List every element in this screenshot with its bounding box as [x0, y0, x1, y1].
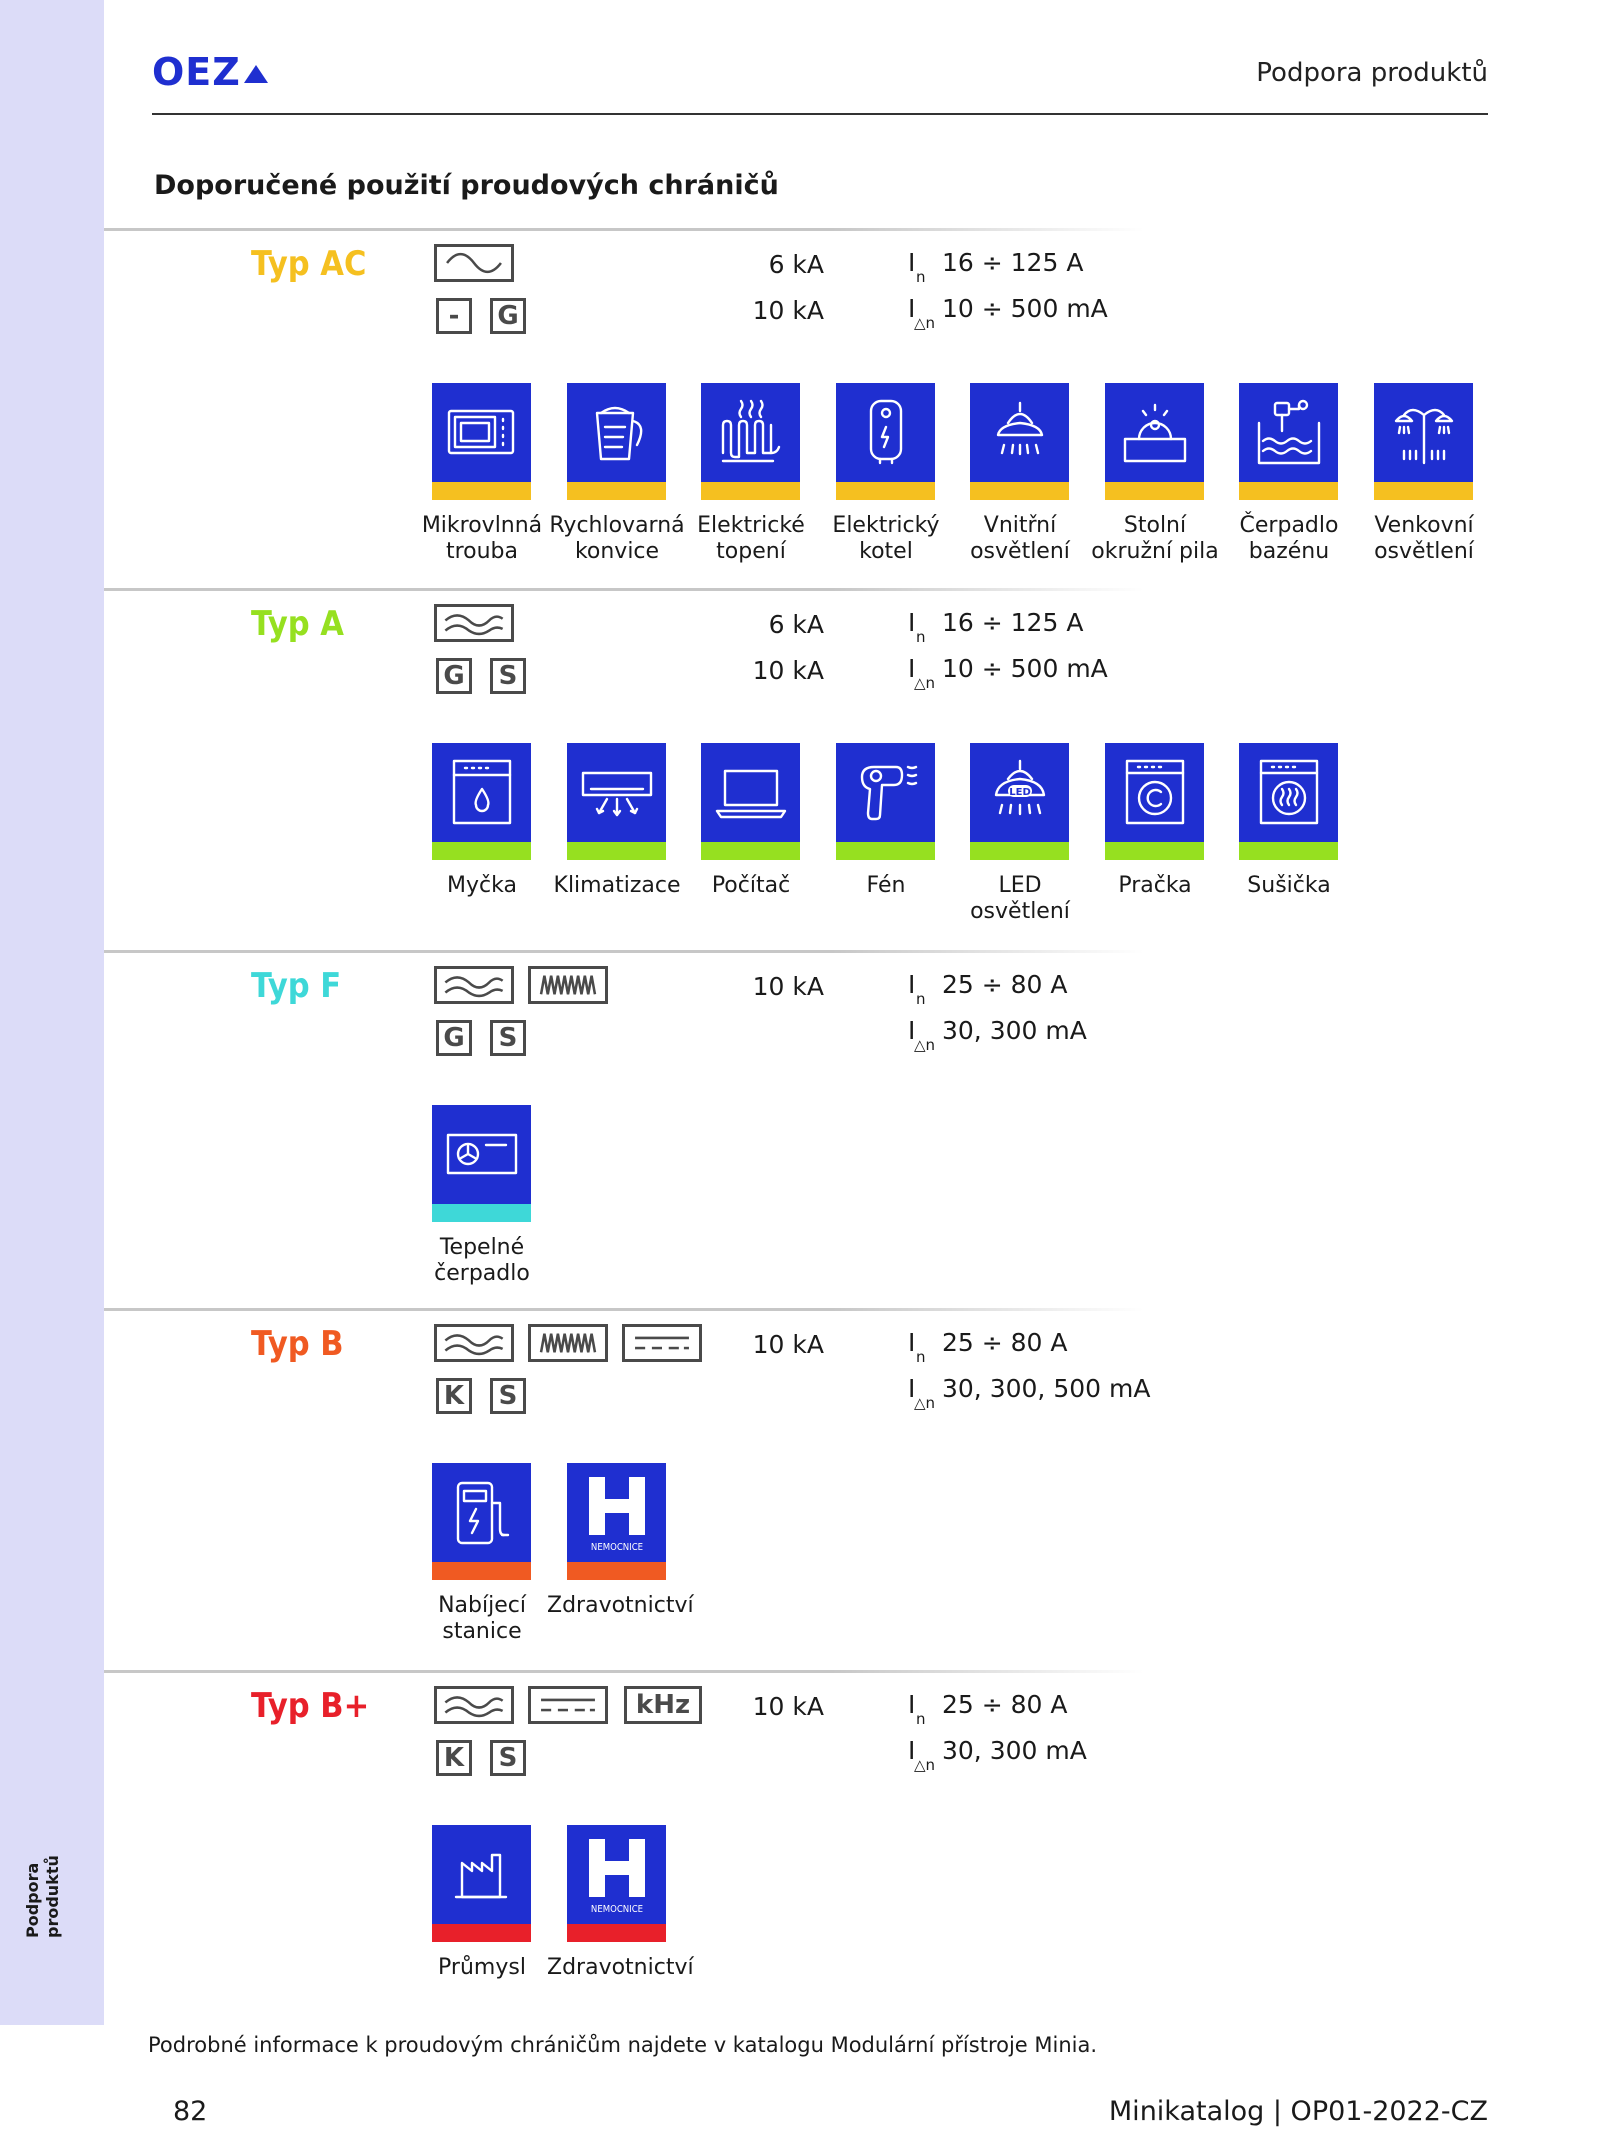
letter-badge: G [490, 298, 526, 334]
circular-saw-icon [1105, 383, 1204, 500]
appliance-label-line2: trouba [445, 539, 519, 564]
letter-badge: S [490, 1020, 526, 1056]
type-color-stripe [567, 1562, 666, 1580]
appliance-label-line1: Průmysl [438, 1955, 526, 1980]
letter-badge: G [436, 658, 472, 694]
section-typ-b [104, 1308, 1151, 1668]
residual-current-symbol: I [908, 294, 916, 323]
rated-current-value: 25 ÷ 80 A [942, 1690, 1068, 1719]
type-color-stripe [567, 482, 666, 500]
multi-frequency-icon [528, 966, 608, 1004]
khz-label: kHz [635, 1690, 691, 1720]
breaking-capacity: 6 kA [768, 250, 824, 279]
appliance-caption [1219, 873, 1359, 899]
rated-current-value: 16 ÷ 125 A [942, 608, 1084, 637]
logo-triangle-icon [244, 65, 268, 83]
page-title: Doporučené použití proudových chráničů [154, 170, 779, 201]
type-color-stripe [432, 1562, 531, 1580]
outdoor-light-icon [1374, 383, 1473, 500]
rated-current-subscript: n [916, 268, 926, 286]
appliance-label-line1: Rychlovarná [549, 513, 685, 538]
letter-badge: S [490, 1378, 526, 1414]
type-label: Typ A [251, 604, 344, 644]
appliance-label-line2: konvice [574, 539, 660, 564]
pool-pump-icon [1239, 383, 1338, 500]
appliance-label-line1: Tepelné [439, 1235, 525, 1260]
breaking-capacity: 6 kA [768, 610, 824, 639]
header-section-title: Podpora produktů [1256, 58, 1488, 88]
section-divider [104, 1308, 1144, 1311]
hospital-icon [567, 1825, 666, 1942]
appliance-caption [816, 513, 956, 565]
appliance-caption [547, 1955, 694, 1981]
type-color-stripe [567, 1924, 666, 1942]
residual-current-value: 10 ÷ 500 mA [942, 654, 1108, 683]
appliance-caption [412, 1235, 552, 1287]
residual-current-value: 10 ÷ 500 mA [942, 294, 1108, 323]
type-color-stripe [1239, 842, 1338, 860]
appliance-label-line1: Nabíjecí [438, 1593, 526, 1618]
appliance-caption [1354, 513, 1494, 565]
appliance-caption [547, 1593, 694, 1619]
khz-icon [624, 1686, 702, 1724]
type-label: Typ B [251, 1324, 344, 1364]
appliance-caption [412, 1593, 552, 1645]
heat-pump-icon [432, 1105, 531, 1222]
svg-text:LED: LED [1009, 787, 1031, 798]
type-color-stripe [970, 842, 1069, 860]
appliance-caption [950, 513, 1090, 565]
rated-current-value: 25 ÷ 80 A [942, 970, 1068, 999]
appliance-label-line1: Venkovní [1374, 513, 1474, 538]
pulsating-dc-icon [434, 1324, 514, 1362]
letter-badge: S [490, 658, 526, 694]
letter-badge: K [436, 1378, 472, 1414]
catalog-reference: Minikatalog | OP01-2022-CZ [1108, 2096, 1488, 2127]
residual-current-symbol: I [908, 1374, 916, 1403]
smooth-dc-icon [528, 1686, 608, 1724]
ev-charger-icon [432, 1463, 531, 1580]
ac-sine-icon [434, 244, 514, 282]
appliance-label-line1: Elektrický [832, 513, 940, 538]
appliance-caption [547, 513, 687, 565]
residual-current-subscript: △n [914, 1756, 936, 1774]
appliance-label-line2: okružní pila [1091, 539, 1219, 564]
appliance-label-line2: stanice [442, 1619, 522, 1644]
rated-current-subscript: n [916, 990, 926, 1008]
laptop-icon [701, 743, 800, 860]
type-label: Typ AC [251, 244, 367, 284]
breaking-capacity: 10 kA [752, 1330, 824, 1359]
type-color-stripe [970, 482, 1069, 500]
appliance-label-line2: čerpadlo [434, 1261, 530, 1286]
appliance-caption [412, 513, 552, 565]
appliance-caption [681, 513, 821, 565]
appliance-label-line1: Zdravotnictví [547, 1593, 694, 1618]
type-color-stripe [432, 1204, 531, 1222]
appliance-caption [1085, 873, 1225, 899]
indoor-light-icon [970, 383, 1069, 500]
type-color-stripe [1374, 482, 1473, 500]
residual-current-symbol: I [908, 1736, 916, 1765]
appliance-label-line1: Pračka [1118, 873, 1192, 898]
rated-current-value: 25 ÷ 80 A [942, 1328, 1068, 1357]
residual-current-subscript: △n [914, 1394, 936, 1412]
type-color-stripe [432, 1924, 531, 1942]
factory-icon [432, 1825, 531, 1942]
breaking-capacity: 10 kA [752, 972, 824, 1001]
type-color-stripe [701, 482, 800, 500]
breaking-capacity: 10 kA [752, 296, 824, 325]
appliance-caption [1085, 513, 1225, 565]
rated-current-symbol: I [908, 248, 916, 277]
logo-text: OEZ [152, 50, 241, 94]
microwave-icon [432, 383, 531, 500]
breaking-capacity: 10 kA [752, 1692, 824, 1721]
appliance-caption [1219, 513, 1359, 565]
residual-current-value: 30, 300 mA [942, 1016, 1087, 1045]
washing-machine-icon [1105, 743, 1204, 860]
header-divider [152, 113, 1488, 115]
rated-current-subscript: n [916, 1348, 926, 1366]
rated-current-subscript: n [916, 628, 926, 646]
letter-badge: - [436, 298, 472, 334]
appliance-caption [412, 1955, 552, 1981]
residual-current-symbol: I [908, 1016, 916, 1045]
rated-current-subscript: n [916, 1710, 926, 1728]
section-typ-ac [104, 228, 1474, 588]
section-typ-f [104, 950, 1144, 1310]
type-color-stripe [1105, 842, 1204, 860]
appliance-label-line1: Mikrovlnná [421, 513, 543, 538]
appliance-label-line2: kotel [859, 539, 913, 564]
appliance-label-line1: Myčka [447, 873, 517, 898]
appliance-label-line2: osvětlení [970, 539, 1070, 564]
appliance-label-line1: Elektrické [697, 513, 805, 538]
type-color-stripe [567, 842, 666, 860]
rated-current-symbol: I [908, 1690, 916, 1719]
type-color-stripe [432, 842, 531, 860]
section-divider [104, 950, 1144, 953]
sidebar-label [23, 1855, 84, 1938]
appliance-label-line1: LED [998, 873, 1042, 898]
type-color-stripe [836, 482, 935, 500]
section-typ-a [104, 588, 1331, 948]
breaking-capacity: 10 kA [752, 656, 824, 685]
type-label: Typ F [251, 966, 342, 1006]
type-color-stripe [701, 842, 800, 860]
section-divider [104, 1670, 1144, 1673]
oez-logo[interactable] [152, 50, 268, 94]
rated-current-symbol: I [908, 970, 916, 999]
sidebar-label-line2: produktů [43, 1855, 62, 1938]
type-color-stripe [836, 842, 935, 860]
air-conditioner-icon [567, 743, 666, 860]
footer-note: Podrobné informace k proudovým chráničům najdete v katalogu Modulární přístroje Minia. [148, 2033, 1098, 2057]
section-typ-b-plus [104, 1670, 1144, 2030]
rated-current-symbol: I [908, 1328, 916, 1357]
letter-badge: S [490, 1740, 526, 1776]
residual-current-symbol: I [908, 654, 916, 683]
appliance-caption [950, 873, 1090, 925]
residual-current-value: 30, 300, 500 mA [942, 1374, 1151, 1403]
appliance-label-line1: Vnitřní [983, 513, 1057, 538]
pulsating-dc-icon [434, 604, 514, 642]
pulsating-dc-icon [434, 966, 514, 1004]
section-divider [104, 588, 1144, 591]
appliance-caption [816, 873, 956, 899]
residual-current-value: 30, 300 mA [942, 1736, 1087, 1765]
appliance-label-line1: Počítač [711, 873, 791, 898]
multi-frequency-icon [528, 1324, 608, 1362]
appliance-label-line1: Klimatizace [553, 873, 681, 898]
appliance-label-line1: Fén [866, 873, 906, 898]
smooth-dc-icon [622, 1324, 702, 1362]
svg-text:NEMOCNICE: NEMOCNICE [590, 1904, 644, 1915]
dishwasher-icon [432, 743, 531, 860]
rated-current-symbol: I [908, 608, 916, 637]
letter-badge: K [436, 1740, 472, 1776]
type-color-stripe [432, 482, 531, 500]
appliance-label-line1: Zdravotnictví [547, 1955, 694, 1980]
appliance-label-line1: Sušička [1247, 873, 1331, 898]
led-light-icon [970, 743, 1069, 860]
boiler-icon [836, 383, 935, 500]
residual-current-subscript: △n [914, 314, 936, 332]
type-color-stripe [1105, 482, 1204, 500]
heater-icon [701, 383, 800, 500]
appliance-caption [681, 873, 821, 899]
kettle-icon [567, 383, 666, 500]
hospital-icon [567, 1463, 666, 1580]
sidebar [0, 0, 104, 2025]
appliance-label-line1: Čerpadlo [1239, 513, 1339, 538]
appliance-label-line2: topení [716, 539, 786, 564]
appliance-label-line2: osvětlení [970, 899, 1070, 924]
appliance-caption [412, 873, 552, 899]
hair-dryer-icon [836, 743, 935, 860]
letter-badge: G [436, 1020, 472, 1056]
sidebar-label-line1: Podpora [23, 1862, 42, 1938]
section-divider [104, 228, 1144, 231]
type-label: Typ B+ [251, 1686, 370, 1726]
page-number: 82 [173, 2096, 208, 2127]
appliance-caption [547, 873, 687, 899]
svg-text:NEMOCNICE: NEMOCNICE [590, 1542, 644, 1553]
pulsating-dc-icon [434, 1686, 514, 1724]
residual-current-subscript: △n [914, 1036, 936, 1054]
appliance-label-line2: osvětlení [1374, 539, 1474, 564]
dryer-icon [1239, 743, 1338, 860]
residual-current-subscript: △n [914, 674, 936, 692]
rated-current-value: 16 ÷ 125 A [942, 248, 1084, 277]
type-color-stripe [1239, 482, 1338, 500]
appliance-label-line2: bazénu [1248, 539, 1330, 564]
appliance-label-line1: Stolní [1123, 513, 1187, 538]
